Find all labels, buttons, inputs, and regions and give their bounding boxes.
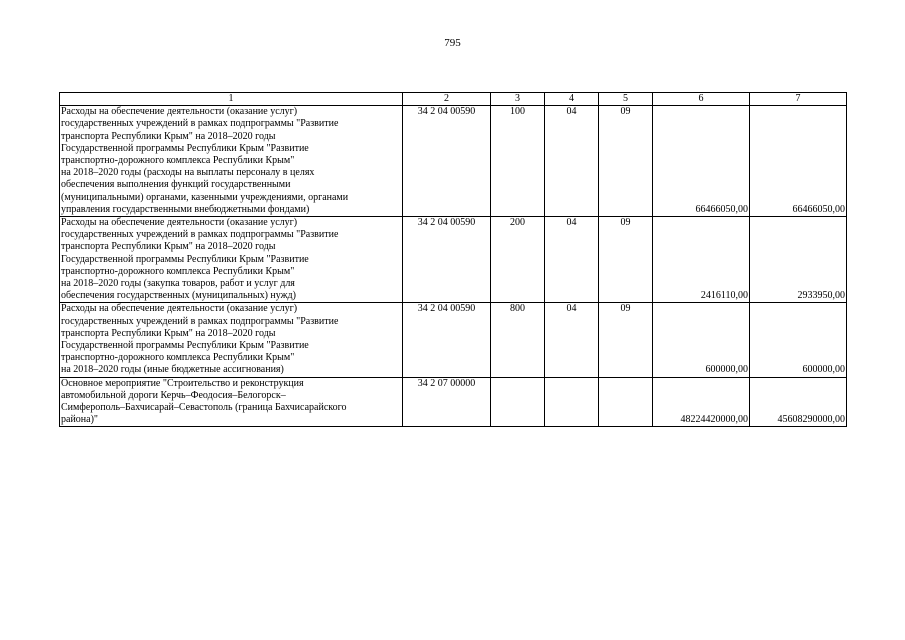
header-cell-5: 5	[599, 93, 653, 106]
expense-name-cell: Расходы на обеспечение деятельности (оказание услуг) государственных учреждений в рамках подпрограммы "Развитие транспорта Республики Крым" на 2018–2020 годы Государственной программы Республики Крым "Развитие транспортно-дорожного комплекса Республики Крым" на 2018–2020 годы (расходы на выплаты персоналу в целях обеспечения выполнения функций государственными (муниципальными) органами, казенными учреждениями, органами управления государственными внебюджетными фондами)	[60, 106, 403, 217]
amount-col7-cell: 66466050,00	[750, 106, 847, 217]
section-cell	[545, 377, 599, 427]
amount-col7-cell: 45608290000,00	[750, 377, 847, 427]
amount-col6-cell: 66466050,00	[653, 106, 750, 217]
header-cell-3: 3	[491, 93, 545, 106]
amount-col6-cell: 48224420000,00	[653, 377, 750, 427]
header-cell-4: 4	[545, 93, 599, 106]
amount-col6-cell: 2416110,00	[653, 217, 750, 303]
target-code-cell: 34 2 04 00590	[403, 217, 491, 303]
header-cell-1: 1	[60, 93, 403, 106]
expense-name-cell: Расходы на обеспечение деятельности (оказание услуг) государственных учреждений в рамках подпрограммы "Развитие транспорта Республики Крым" на 2018–2020 годы Государственной программы Республики Крым "Развитие транспортно-дорожного комплекса Республики Крым" на 2018–2020 годы (иные бюджетные ассигнования)	[60, 303, 403, 377]
expense-type-cell	[491, 377, 545, 427]
section-cell: 04	[545, 217, 599, 303]
header-cell-6: 6	[653, 93, 750, 106]
subsection-cell	[599, 377, 653, 427]
header-cell-2: 2	[403, 93, 491, 106]
section-cell: 04	[545, 106, 599, 217]
subsection-cell: 09	[599, 217, 653, 303]
table-row	[60, 303, 847, 377]
amount-col6-cell: 600000,00	[653, 303, 750, 377]
target-code-cell: 34 2 04 00590	[403, 303, 491, 377]
expense-type-cell: 100	[491, 106, 545, 217]
expense-type-cell: 200	[491, 217, 545, 303]
page-number: 795	[444, 37, 461, 49]
section-cell: 04	[545, 303, 599, 377]
subsection-cell: 09	[599, 106, 653, 217]
expense-name-cell: Основное мероприятие "Строительство и реконструкция автомобильной дороги Керчь–Феодосия–Белогорск– Симферополь–Бахчисарай–Севастополь (граница Бахчисарайского района)"	[60, 377, 403, 427]
table-row	[60, 377, 847, 427]
expense-type-cell: 800	[491, 303, 545, 377]
table-row	[60, 217, 847, 303]
amount-col7-cell: 600000,00	[750, 303, 847, 377]
table-row	[60, 106, 847, 217]
amount-col7-cell: 2933950,00	[750, 217, 847, 303]
header-cell-7: 7	[750, 93, 847, 106]
table-header-row	[60, 93, 847, 106]
budget-table	[59, 92, 847, 427]
subsection-cell: 09	[599, 303, 653, 377]
expense-name-cell: Расходы на обеспечение деятельности (оказание услуг) государственных учреждений в рамках подпрограммы "Развитие транспорта Республики Крым" на 2018–2020 годы Государственной программы Республики Крым "Развитие транспортно-дорожного комплекса Республики Крым" на 2018–2020 годы (закупка товаров, работ и услуг для обеспечения государственных (муниципальных) нужд)	[60, 217, 403, 303]
target-code-cell: 34 2 07 00000	[403, 377, 491, 427]
target-code-cell: 34 2 04 00590	[403, 106, 491, 217]
